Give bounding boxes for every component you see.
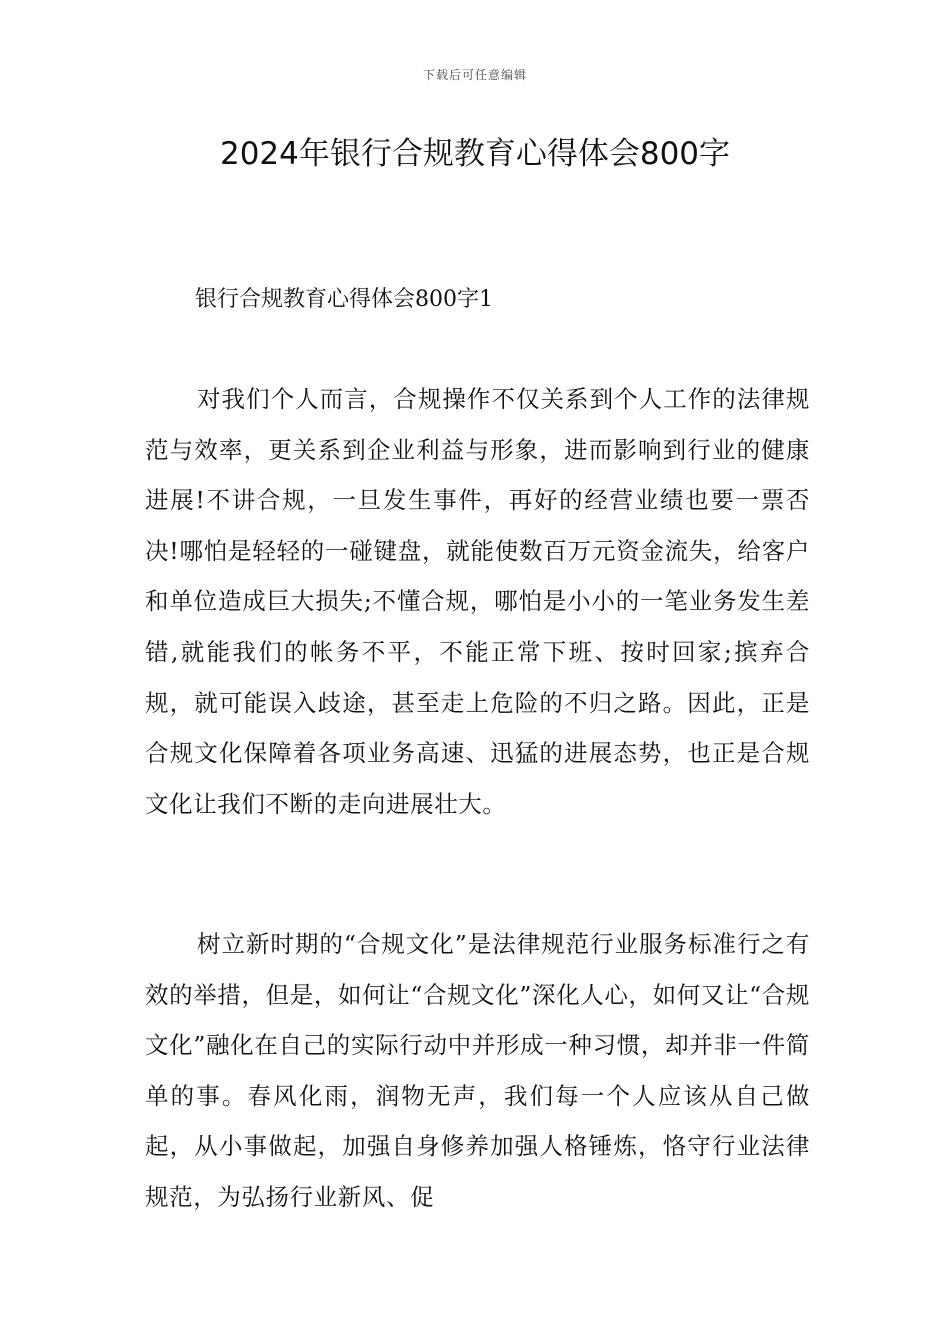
header-note: 下载后可任意编辑	[422, 68, 527, 82]
document-title: 2024年银行合规教育心得体会800字	[219, 136, 731, 172]
section-heading: 银行合规教育心得体会800字1	[195, 287, 493, 312]
body-paragraph-1: 对我们个人而言，合规操作不仅关系到个人工作的法律规范与效率，更关系到企业利益与形象，进而影响到行业的健康进展!不讲合规，一旦发生事件，再好的经营业绩也要一票否决!哪怕是轻轻的一碰键盘，就能使数百万元资金流失，给客户和单位造成巨大损失;不懂合规，哪怕是小小的一笔业务发生差错,就能我们的帐务不平，不能正常下班、按时回家;摈弃合规，就可能误入歧途，甚至走上危险的不归之路。因此，正是合规文化保障着各项业务高速、迅猛的进展态势，也正是合规文化让我们不断的走向进展壮大。	[145, 385, 810, 818]
body-paragraph-2: 树立新时期的“合规文化”是法律规范行业服务标准行之有效的举措，但是，如何让“合规文化”深化人心，如何又让“合规文化”融化在自己的实际行动中并形成一种习惯，却并非一件简单的事。春风化雨，润物无声，我们每一个人应该从自己做起，从小事做起，加强自身修养加强人格锤炼，恪守行业法律规范，为弘扬行业新风、促	[145, 930, 810, 1211]
